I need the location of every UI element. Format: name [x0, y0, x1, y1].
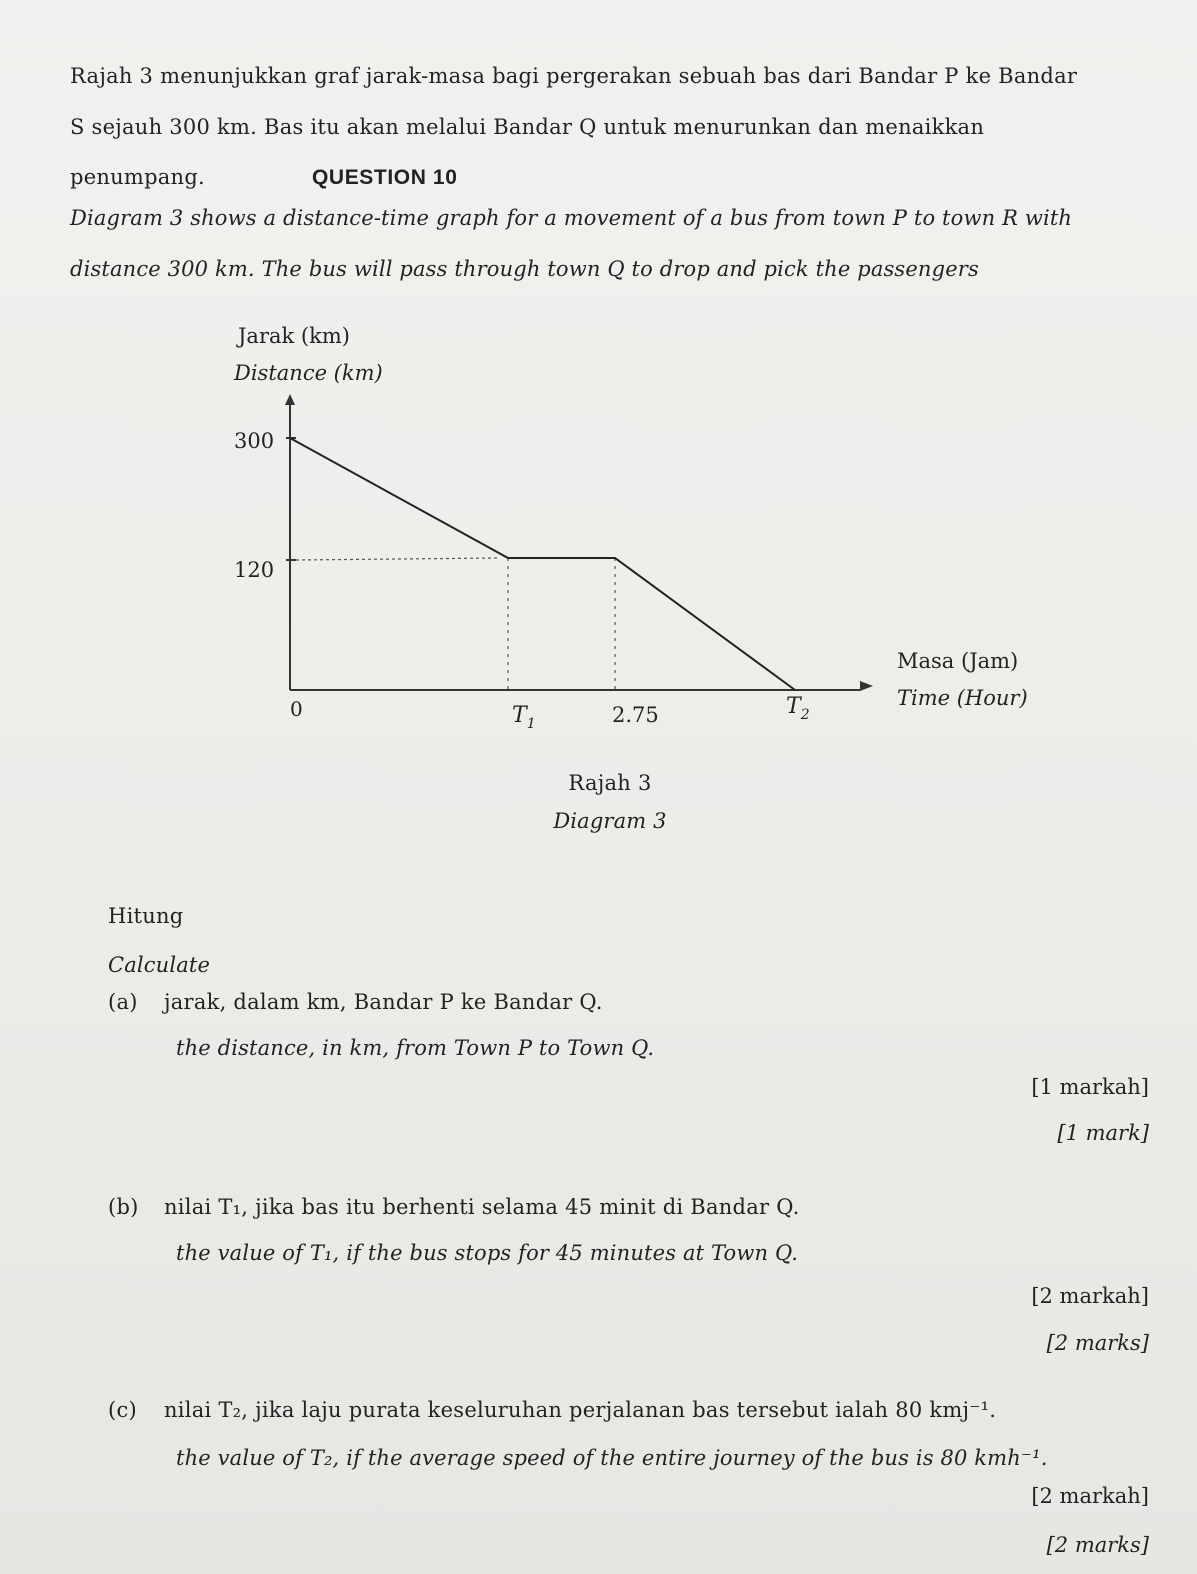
question-b-marks-english: [2 marks]: [1046, 1331, 1149, 1355]
question-c-label: (c): [108, 1398, 137, 1422]
question-a-marks-malay: [1 markah]: [1031, 1075, 1149, 1099]
x-tick-label-t1: [512, 703, 536, 732]
instruction-malay: Hitung: [108, 904, 184, 928]
question-b-label: (b): [108, 1195, 139, 1219]
intro-english-line-1: Diagram 3 shows a distance-time graph for a movement of a bus from town P to town R with: [70, 206, 1073, 230]
question-c-malay: [108, 1398, 996, 1422]
question-a-label: (a): [108, 990, 138, 1014]
question-b-malay: [108, 1195, 800, 1219]
distance-120-guide: [296, 558, 500, 560]
intro-malay-line-2: S sejauh 300 km. Bas itu akan melalui Bandar Q untuk menurunkan dan menaikkan: [70, 115, 985, 139]
x-tick-label-t2-main: T: [786, 694, 801, 719]
diagram-caption-malay: Rajah 3: [568, 771, 652, 795]
question-a-malay-text: jarak, dalam km, Bandar P ke Bandar Q.: [164, 990, 603, 1014]
question-a-english: the distance, in km, from Town P to Town Q.: [176, 1036, 655, 1060]
question-c-english: the value of T₂, if the average speed of the entire journey of the bus is 80 kmh⁻¹.: [176, 1446, 1048, 1470]
bus-distance-line: [290, 438, 795, 690]
x-tick-label-t1-sub: 1: [526, 716, 536, 732]
intro-malay-line-3: penumpang.: [70, 165, 205, 189]
x-axis-arrow: [860, 681, 873, 691]
intro-english-line-2: distance 300 km. The bus will pass through town Q to drop and pick the passengers: [70, 257, 979, 281]
x-axis-title-english: Time (Hour): [897, 686, 1028, 710]
y-axis-arrow: [285, 394, 295, 405]
x-axis-title-malay: Masa (Jam): [897, 649, 1019, 673]
instruction-english: Calculate: [108, 953, 211, 977]
question-b-english: the value of T₁, if the bus stops for 45 minutes at Town Q.: [176, 1241, 799, 1265]
x-tick-label-t2: [786, 694, 810, 723]
question-c-marks-malay: [2 markah]: [1031, 1484, 1149, 1508]
question-a-marks-english: [1 mark]: [1057, 1121, 1149, 1145]
question-title: QUESTION 10: [312, 166, 458, 189]
x-tick-label-t2-sub: 2: [800, 707, 810, 723]
y-axis-title-english: Distance (km): [234, 361, 383, 385]
y-axis-title-malay: Jarak (km): [238, 324, 350, 348]
y-tick-label-120: 120: [234, 558, 275, 582]
question-b-malay-text: nilai T₁, jika bas itu berhenti selama 45 minit di Bandar Q.: [164, 1195, 800, 1219]
question-c-marks-english: [2 marks]: [1046, 1533, 1149, 1557]
origin-label: 0: [290, 697, 303, 721]
x-tick-label-275: 2.75: [612, 703, 659, 727]
question-a-malay: [108, 990, 603, 1014]
distance-time-graph: [0, 300, 1197, 770]
y-tick-label-300: 300: [234, 429, 275, 453]
question-b-marks-malay: [2 markah]: [1031, 1284, 1149, 1308]
intro-malay-line-1: Rajah 3 menunjukkan graf jarak-masa bagi pergerakan sebuah bas dari Bandar P ke Bandar: [70, 64, 1078, 88]
x-tick-label-t1-main: T: [512, 703, 527, 728]
question-c-malay-text: nilai T₂, jika laju purata keseluruhan perjalanan bas tersebut ialah 80 kmj⁻¹.: [164, 1398, 997, 1422]
diagram-caption-english: Diagram 3: [553, 809, 667, 833]
